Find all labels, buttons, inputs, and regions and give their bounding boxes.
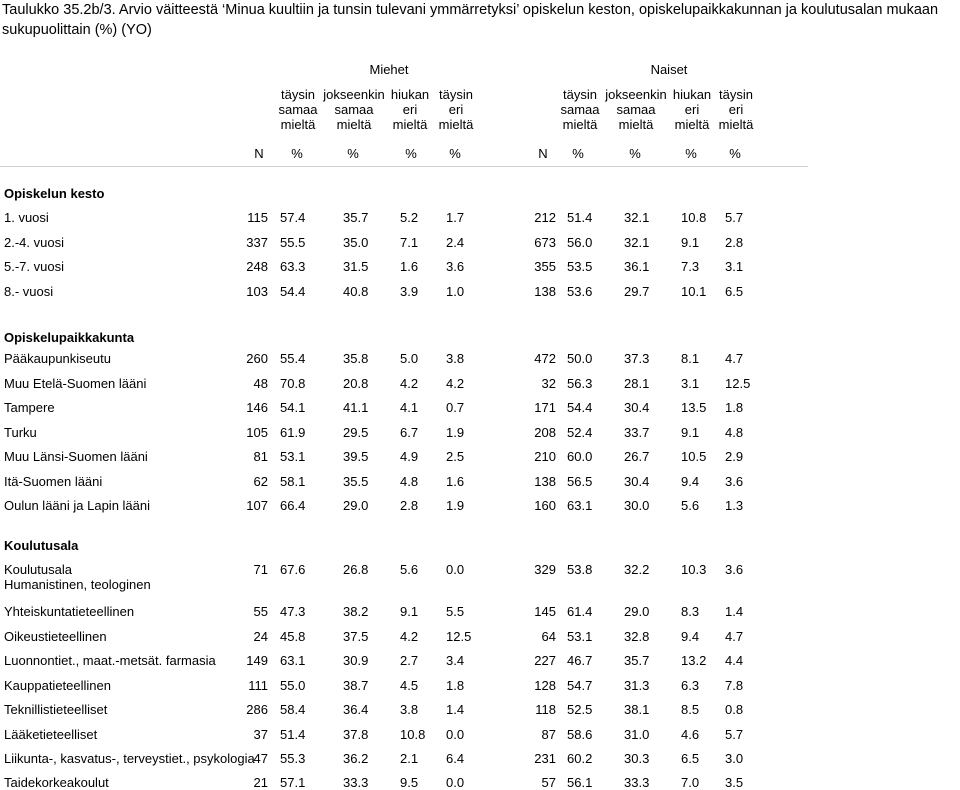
table-cell: 6.7 [400,425,419,440]
table-cell: 81 [253,449,268,464]
table-cell: 54.1 [280,400,306,415]
table-cell: 53.8 [567,562,593,577]
column-header: eri [402,102,418,117]
table-cell: 0.0 [446,727,465,742]
table-cell: 8.1 [681,351,700,366]
table-cell: 103 [246,284,268,299]
table-cell: 118 [535,702,556,717]
table-cell: 38.1 [624,702,650,717]
table-cell: 48 [253,376,268,391]
table-cell: 52.5 [567,702,593,717]
table-cell: 146 [246,400,268,415]
column-header: mieltä [280,117,316,132]
table-cell: 51.4 [567,210,593,225]
table-cell: 57 [541,775,556,790]
table-cell: 337 [246,235,268,250]
unit-label: % [291,146,303,161]
table-cell: 248 [246,259,268,274]
table-cell: 58.1 [280,474,306,489]
table-cell: 3.6 [725,474,744,489]
table-cell: 53.6 [567,284,593,299]
column-header: täysin [563,87,597,102]
table-cell: 32.1 [624,210,650,225]
table-cell: 0.8 [725,702,744,717]
table-cell: 10.3 [681,562,707,577]
table-cell: 60.2 [567,751,593,766]
table-cell: 61.4 [567,604,593,619]
table-cell: 66.4 [280,498,306,513]
unit-label: % [572,146,584,161]
table-cell: 8.5 [681,702,700,717]
table-cell: 30.4 [624,474,650,489]
row-label: Koulutusala [4,562,72,577]
table-cell: 12.5 [446,629,472,644]
unit-label: % [729,146,741,161]
table-cell: 33.7 [624,425,650,440]
row-label: Lääketieteelliset [4,727,98,742]
table-cell: 60.0 [567,449,593,464]
table-cell: 5.0 [400,351,419,366]
table-cell: 3.8 [446,351,465,366]
table-cell: 3.4 [446,653,465,668]
table-cell: 115 [247,210,268,225]
table-cell: 20.8 [343,376,369,391]
row-label: Luonnontiet., maat.-metsät. farmasia [4,653,216,668]
table-cell: 55 [253,604,268,619]
column-header: mieltä [718,117,754,132]
table-cell: 41.1 [343,400,369,415]
column-header: jokseenkin [605,87,667,102]
table-cell: 13.5 [681,400,707,415]
table-cell: 286 [246,702,268,717]
table-cell: 212 [534,210,556,225]
table-cell: 61.9 [280,425,306,440]
table-cell: 36.2 [343,751,369,766]
table-cell: 5.7 [725,210,744,225]
table-cell: 138 [534,284,556,299]
table-cell: 9.1 [400,604,419,619]
table-cell: 35.5 [343,474,369,489]
row-label: Kauppatieteellinen [4,678,111,693]
table-cell: 57.4 [280,210,306,225]
table-cell: 56.0 [567,235,593,250]
table-cell: 40.8 [343,284,369,299]
table-cell: 31.3 [624,678,650,693]
table-cell: 67.6 [280,562,306,577]
unit-label: % [629,146,641,161]
table-cell: 260 [246,351,268,366]
row-label: Tampere [4,400,55,415]
table-cell: 28.1 [624,376,650,391]
table-cell: 54.7 [567,678,593,693]
table-cell: 52.4 [567,425,593,440]
table-cell: 55.4 [280,351,306,366]
unit-label: % [449,146,461,161]
table-cell: 1.0 [446,284,465,299]
table-cell: 145 [534,604,556,619]
table-cell: 2.9 [725,449,744,464]
row-label: Humanistinen, teologinen [4,577,151,592]
table-cell: 10.1 [681,284,707,299]
column-header: mieltä [618,117,654,132]
table-cell: 1.8 [446,678,465,693]
table-cell: 0.0 [446,775,465,790]
table-cell: 5.2 [400,210,419,225]
table-cell: 3.6 [446,259,465,274]
table-cell: 1.4 [725,604,744,619]
table-cell: 105 [246,425,268,440]
table-cell: 29.7 [624,284,650,299]
table-cell: 3.9 [400,284,419,299]
section-heading: Koulutusala [4,538,79,553]
row-label: Oikeustieteellinen [4,629,107,644]
table-cell: 5.5 [446,604,465,619]
table-cell: 21 [253,775,268,790]
table-cell: 56.5 [567,474,593,489]
column-header: hiukan [672,87,712,102]
table-cell: 37.5 [343,629,369,644]
table-cell: 7.1 [400,235,419,250]
table-cell: 87 [541,727,556,742]
table-cell: 3.6 [725,562,744,577]
table-cell: 4.4 [725,653,744,668]
row-label: Oulun lääni ja Lapin lääni [4,498,150,513]
table-cell: 6.5 [681,751,700,766]
table-cell: 10.8 [400,727,426,742]
table-cell: 1.7 [446,210,465,225]
table-cell: 70.8 [280,376,306,391]
table-cell: 2.4 [446,235,465,250]
table-cell: 47 [253,751,268,766]
table-cell: 35.8 [343,351,369,366]
column-header: eri [448,102,464,117]
table-cell: 6.4 [446,751,465,766]
table-cell: 1.8 [725,400,744,415]
table-cell: 6.3 [681,678,700,693]
table-cell: 10.5 [681,449,707,464]
table-cell: 63.1 [280,653,306,668]
table-cell: 171 [534,400,556,415]
table-cell: 2.1 [400,751,419,766]
table-cell: 29.0 [624,604,650,619]
table-cell: 36.1 [624,259,650,274]
table-cell: 128 [534,678,556,693]
column-header: mieltä [336,117,372,132]
table-cell: 9.1 [681,235,700,250]
table-cell: 2.8 [725,235,744,250]
table-cell: 1.6 [400,259,419,274]
row-label: Teknillistieteelliset [4,702,108,717]
table-cell: 31.0 [624,727,650,742]
unit-label: N [254,146,264,161]
table-cell: 7.0 [681,775,700,790]
table-cell: 2.7 [400,653,419,668]
row-label: Muu Länsi-Suomen lääni [4,449,148,464]
column-header: täysin [281,87,315,102]
row-label: Liikunta-, kasvatus-, terveystiet., psykologia [4,751,255,766]
table-title: Taulukko 35.2b/3. Arvio väitteestä ‘Minua kuultiin ja tunsin tulevani ymmärretyksi’ opiskelun keston, opiskelupaikkakunnan ja koulutusalan mukaan sukupuolittain (%) (YO) [2,2,939,38]
table-cell: 13.2 [681,653,707,668]
row-label: 1. vuosi [4,210,49,225]
table-cell: 6.5 [725,284,744,299]
header-divider [0,166,808,167]
table-cell: 3.1 [725,259,744,274]
row-label: 2.-4. vuosi [4,235,64,250]
table-cell: 7.8 [725,678,744,693]
row-label: Pääkaupunkiseutu [4,351,111,366]
table-cell: 64 [541,629,556,644]
table-cell: 355 [534,259,556,274]
table-cell: 30.9 [343,653,369,668]
table-cell: 35.7 [343,210,369,225]
table-cell: 50.0 [567,351,593,366]
table-cell: 35.0 [343,235,369,250]
table-cell: 55.0 [280,678,306,693]
table-cell: 38.2 [343,604,369,619]
column-header: eri [728,102,744,117]
row-label: 5.-7. vuosi [4,259,64,274]
row-label: 8.- vuosi [4,284,54,299]
table-cell: 9.5 [400,775,419,790]
table-cell: 58.4 [280,702,306,717]
table-cell: 47.3 [280,604,306,619]
column-header: mieltä [392,117,428,132]
section-heading: Opiskelun kesto [4,186,105,201]
table-cell: 4.9 [400,449,419,464]
table-cell: 4.2 [400,376,419,391]
table-cell: 4.2 [400,629,419,644]
table-cell: 55.5 [280,235,306,250]
table-cell: 39.5 [343,449,369,464]
column-header: hiukan [390,87,430,102]
table-cell: 46.7 [567,653,593,668]
table-cell: 51.4 [280,727,306,742]
table-cell: 26.8 [343,562,369,577]
table-cell: 53.1 [567,629,593,644]
table-cell: 56.1 [567,775,593,790]
table-cell: 33.3 [624,775,650,790]
column-header: mieltä [438,117,474,132]
column-header: samaa [278,102,318,117]
table-cell: 26.7 [624,449,650,464]
column-header: jokseenkin [323,87,385,102]
row-label: Muu Etelä-Suomen lääni [4,376,147,391]
table-cell: 58.6 [567,727,593,742]
group-header: Naiset [650,62,688,77]
table-cell: 1.4 [446,702,465,717]
table-cell: 5.6 [400,562,419,577]
table-cell: 472 [534,351,556,366]
table-cell: 45.8 [280,629,306,644]
unit-label: % [685,146,697,161]
table-cell: 30.3 [624,751,650,766]
table-cell: 0.0 [446,562,465,577]
table-cell: 4.6 [681,727,700,742]
table-cell: 5.7 [725,727,744,742]
table-cell: 33.3 [343,775,369,790]
column-header: samaa [334,102,374,117]
group-header: Miehet [369,62,409,77]
table-cell: 3.5 [725,775,744,790]
table-cell: 329 [534,562,556,577]
column-header: samaa [560,102,600,117]
unit-label: % [347,146,359,161]
table-cell: 71 [253,562,268,577]
column-header: samaa [616,102,656,117]
table-cell: 208 [534,425,556,440]
table-cell: 3.0 [725,751,744,766]
table-cell: 227 [534,653,556,668]
table-cell: 31.5 [343,259,369,274]
table-cell: 1.9 [446,498,465,513]
table-cell: 4.7 [725,351,744,366]
table-cell: 2.8 [400,498,419,513]
table-cell: 53.5 [567,259,593,274]
table-cell: 0.7 [446,400,465,415]
table-cell: 37.3 [624,351,650,366]
table-cell: 32.1 [624,235,650,250]
table-cell: 36.4 [343,702,369,717]
table-cell: 1.3 [725,498,744,513]
table-cell: 30.4 [624,400,650,415]
table-cell: 138 [534,474,556,489]
table-cell: 32 [541,376,556,391]
table-cell: 9.4 [681,474,700,489]
table-cell: 149 [246,653,268,668]
table-cell: 1.9 [446,425,465,440]
table-cell: 4.5 [400,678,419,693]
table-cell: 4.8 [725,425,744,440]
table-cell: 35.7 [624,653,650,668]
unit-label: % [405,146,417,161]
table-cell: 30.0 [624,498,650,513]
column-header: mieltä [674,117,710,132]
table-cell: 32.2 [624,562,650,577]
table-cell: 63.3 [280,259,306,274]
column-header: täysin [439,87,473,102]
table-cell: 54.4 [567,400,593,415]
table-cell: 37 [253,727,268,742]
table-cell: 12.5 [725,376,751,391]
table-cell: 62 [253,474,268,489]
table-cell: 9.1 [681,425,700,440]
table-cell: 4.2 [446,376,465,391]
table-cell: 111 [248,678,268,693]
table-cell: 57.1 [280,775,306,790]
row-label: Turku [4,425,37,440]
table-cell: 107 [246,498,268,513]
table-cell: 38.7 [343,678,369,693]
table-cell: 8.3 [681,604,700,619]
table-cell: 63.1 [567,498,593,513]
table-cell: 54.4 [280,284,306,299]
row-label: Taidekorkeakoulut [4,775,109,790]
table-cell: 24 [253,629,268,644]
column-header: täysin [719,87,753,102]
table-cell: 56.3 [567,376,593,391]
column-header: mieltä [562,117,598,132]
table-cell: 29.5 [343,425,369,440]
section-heading: Opiskelupaikkakunta [4,330,135,345]
table-cell: 4.1 [400,400,419,415]
table-cell: 210 [534,449,556,464]
table-cell: 2.5 [446,449,465,464]
table-cell: 160 [534,498,556,513]
table-cell: 53.1 [280,449,306,464]
table-cell: 32.8 [624,629,650,644]
row-label: Itä-Suomen lääni [4,474,103,489]
row-label: Yhteiskuntatieteellinen [4,604,135,619]
column-header: eri [684,102,700,117]
table-cell: 4.8 [400,474,419,489]
table-cell: 1.6 [446,474,465,489]
table-cell: 29.0 [343,498,369,513]
table-cell: 3.1 [681,376,700,391]
table-cell: 673 [534,235,556,250]
table-cell: 4.7 [725,629,744,644]
table-cell: 7.3 [681,259,700,274]
table-cell: 37.8 [343,727,369,742]
table-cell: 3.8 [400,702,419,717]
table-cell: 5.6 [681,498,700,513]
table-cell: 9.4 [681,629,700,644]
table-cell: 10.8 [681,210,707,225]
table-cell: 55.3 [280,751,306,766]
unit-label: N [538,146,548,161]
table-cell: 231 [534,751,556,766]
